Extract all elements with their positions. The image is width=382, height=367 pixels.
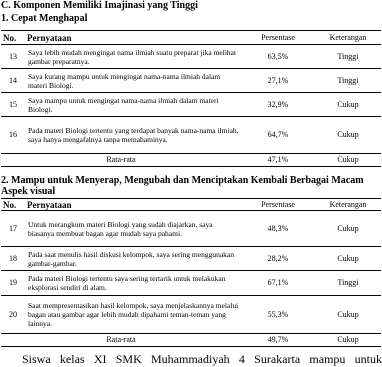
table-row bbox=[1, 93, 381, 117]
row-percent: 63,5% bbox=[241, 45, 315, 69]
body-paragraph: Siswa kelas XI SMK Muhammadiyah 4 Surakarta mampu untuk bbox=[22, 352, 382, 366]
table-row bbox=[1, 211, 381, 247]
row-no: 13 bbox=[1, 45, 25, 69]
table-row bbox=[1, 247, 381, 271]
table-row bbox=[1, 45, 381, 69]
average-row bbox=[1, 154, 381, 167]
row-statement: Saya lebih mudah mengingat nama ilmiah suatu preparat jika melihat gambar preparatnya. bbox=[25, 45, 241, 69]
row-statement: Saat mempresentasikan hasil kelompok, saya menjelaskannya melalui bagan atau gambar agar lebih mudah dipahami teman-teman yang lainnya. bbox=[25, 296, 241, 334]
average-note: Cukup bbox=[315, 154, 381, 167]
row-no: 16 bbox=[1, 117, 25, 154]
row-statement: Untuk merangkum materi Biologi yang sudah diajarkan, saya biasanya membuat bagan agar mudah saya pahami. bbox=[25, 211, 241, 247]
row-percent: 67,1% bbox=[241, 271, 315, 296]
row-percent: 32,9% bbox=[241, 93, 315, 117]
row-note: Cukup bbox=[315, 247, 381, 271]
table-row bbox=[1, 271, 381, 296]
row-no: 17 bbox=[1, 211, 25, 247]
row-note: Tinggi bbox=[315, 271, 381, 296]
subsection-1-title: 1. Cepat Menghapal bbox=[1, 13, 88, 24]
table-header-row bbox=[1, 31, 381, 45]
row-no: 20 bbox=[1, 296, 25, 334]
row-percent: 55,3% bbox=[241, 296, 315, 334]
header-percent: Persentase bbox=[241, 31, 315, 45]
row-percent: 27,1% bbox=[241, 69, 315, 93]
row-note: Tinggi bbox=[315, 69, 381, 93]
average-label: Rata-rata bbox=[1, 334, 241, 347]
row-statement: Saya kurang mampu untuk mengingat nama-nama ilmiah dalam materi Biologi. bbox=[25, 69, 241, 93]
header-statement: Pernyataan bbox=[25, 199, 241, 211]
row-statement: Pada materi Biologi tertentu yang terdapat banyak nama-nama ilmiah, saya hanya mengafalnya tanpa memahaminya. bbox=[25, 117, 241, 154]
table-row bbox=[1, 69, 381, 93]
header-statement: Pernyataan bbox=[25, 31, 241, 45]
table-header-row bbox=[1, 199, 381, 211]
section-c-title: C. Komponen Memiliki Imajinasi yang Tinggi bbox=[1, 0, 198, 11]
subsection-2-title-line1: 2. Mampu untuk Menyerap, Mengubah dan Menciptakan Kembali Berbagai Macam bbox=[1, 175, 364, 186]
row-no: 15 bbox=[1, 93, 25, 117]
average-percent: 47,1% bbox=[241, 154, 315, 167]
row-no: 19 bbox=[1, 271, 25, 296]
table-visual-aspects bbox=[1, 198, 381, 347]
row-statement: Pada materi Biologi tertentu saya sering tertarik untuk melakukan eksplorasi sendiri di alam. bbox=[25, 271, 241, 296]
row-note: Cukup bbox=[315, 93, 381, 117]
row-statement: Saya mampu untuk mengingat nama-nama ilmiah dalam materi Biologi. bbox=[25, 93, 241, 117]
row-percent: 28,2% bbox=[241, 247, 315, 271]
row-no: 14 bbox=[1, 69, 25, 93]
average-row bbox=[1, 334, 381, 347]
row-statement: Pada saat menulis hasil diskusi kelompok, saya sering menggunakan gambar-gambar. bbox=[25, 247, 241, 271]
header-no: No. bbox=[1, 31, 25, 45]
header-note: Keterangan bbox=[315, 31, 381, 45]
table-row bbox=[1, 296, 381, 334]
subsection-2-title-line2: Aspek visual bbox=[1, 186, 56, 197]
table-memorization bbox=[1, 30, 381, 167]
row-no: 18 bbox=[1, 247, 25, 271]
average-label: Rata-rata bbox=[1, 154, 241, 167]
row-note: Cukup bbox=[315, 296, 381, 334]
average-percent: 49,7% bbox=[241, 334, 315, 347]
table-row bbox=[1, 117, 381, 154]
average-note: Cukup bbox=[315, 334, 381, 347]
header-percent: Persentase bbox=[241, 199, 315, 211]
header-note: Keterangan bbox=[315, 199, 381, 211]
row-note: Tinggi bbox=[315, 45, 381, 69]
row-percent: 64,7% bbox=[241, 117, 315, 154]
row-note: Cukup bbox=[315, 211, 381, 247]
row-note: Cukup bbox=[315, 117, 381, 154]
row-percent: 48,3% bbox=[241, 211, 315, 247]
header-no: No. bbox=[1, 199, 25, 211]
